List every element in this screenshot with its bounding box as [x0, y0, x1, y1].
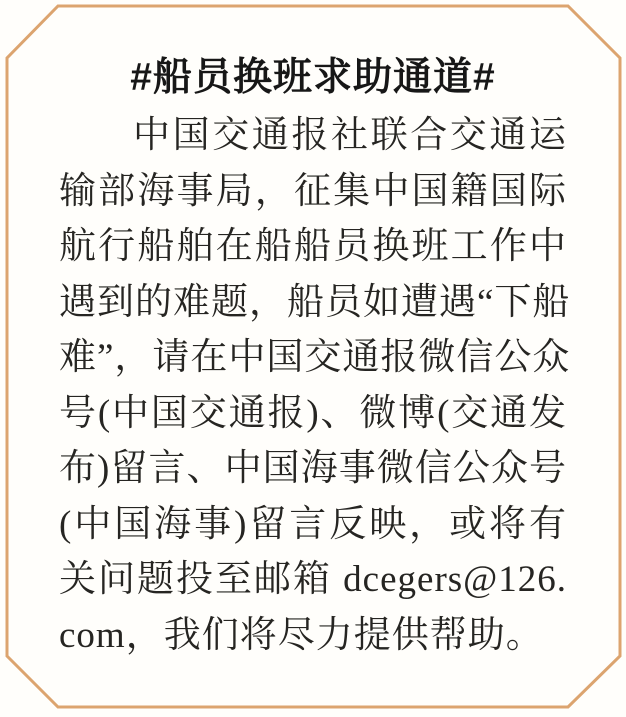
card-title: #船员换班求助通道# — [130, 56, 496, 99]
body-line: 号(中国交通报)、微博(交通发 — [59, 392, 567, 434]
body-line: 航行船舶在船船员换班工作中 — [59, 226, 567, 267]
body-line: 难”，请在中国交通报微信公众 — [59, 337, 571, 378]
body-line: 输部海事局，征集中国籍国际 — [59, 170, 567, 212]
help-channel-card — [59, 50, 571, 663]
body-line: com，我们将尽力提供帮助。 — [59, 614, 544, 656]
body-line: 布)留言、中国海事微信公众号 — [59, 448, 567, 489]
body-line: 遇到的难题，船员如遭遇“下船 — [59, 281, 571, 323]
body-line: 中国交通报社联合交通运 — [133, 115, 567, 156]
body-line: (中国海事)留言反映，或将有 — [59, 503, 567, 545]
body-line: 关问题投至邮箱 dcegers@126. — [59, 559, 567, 600]
body-paragraph — [59, 108, 571, 663]
